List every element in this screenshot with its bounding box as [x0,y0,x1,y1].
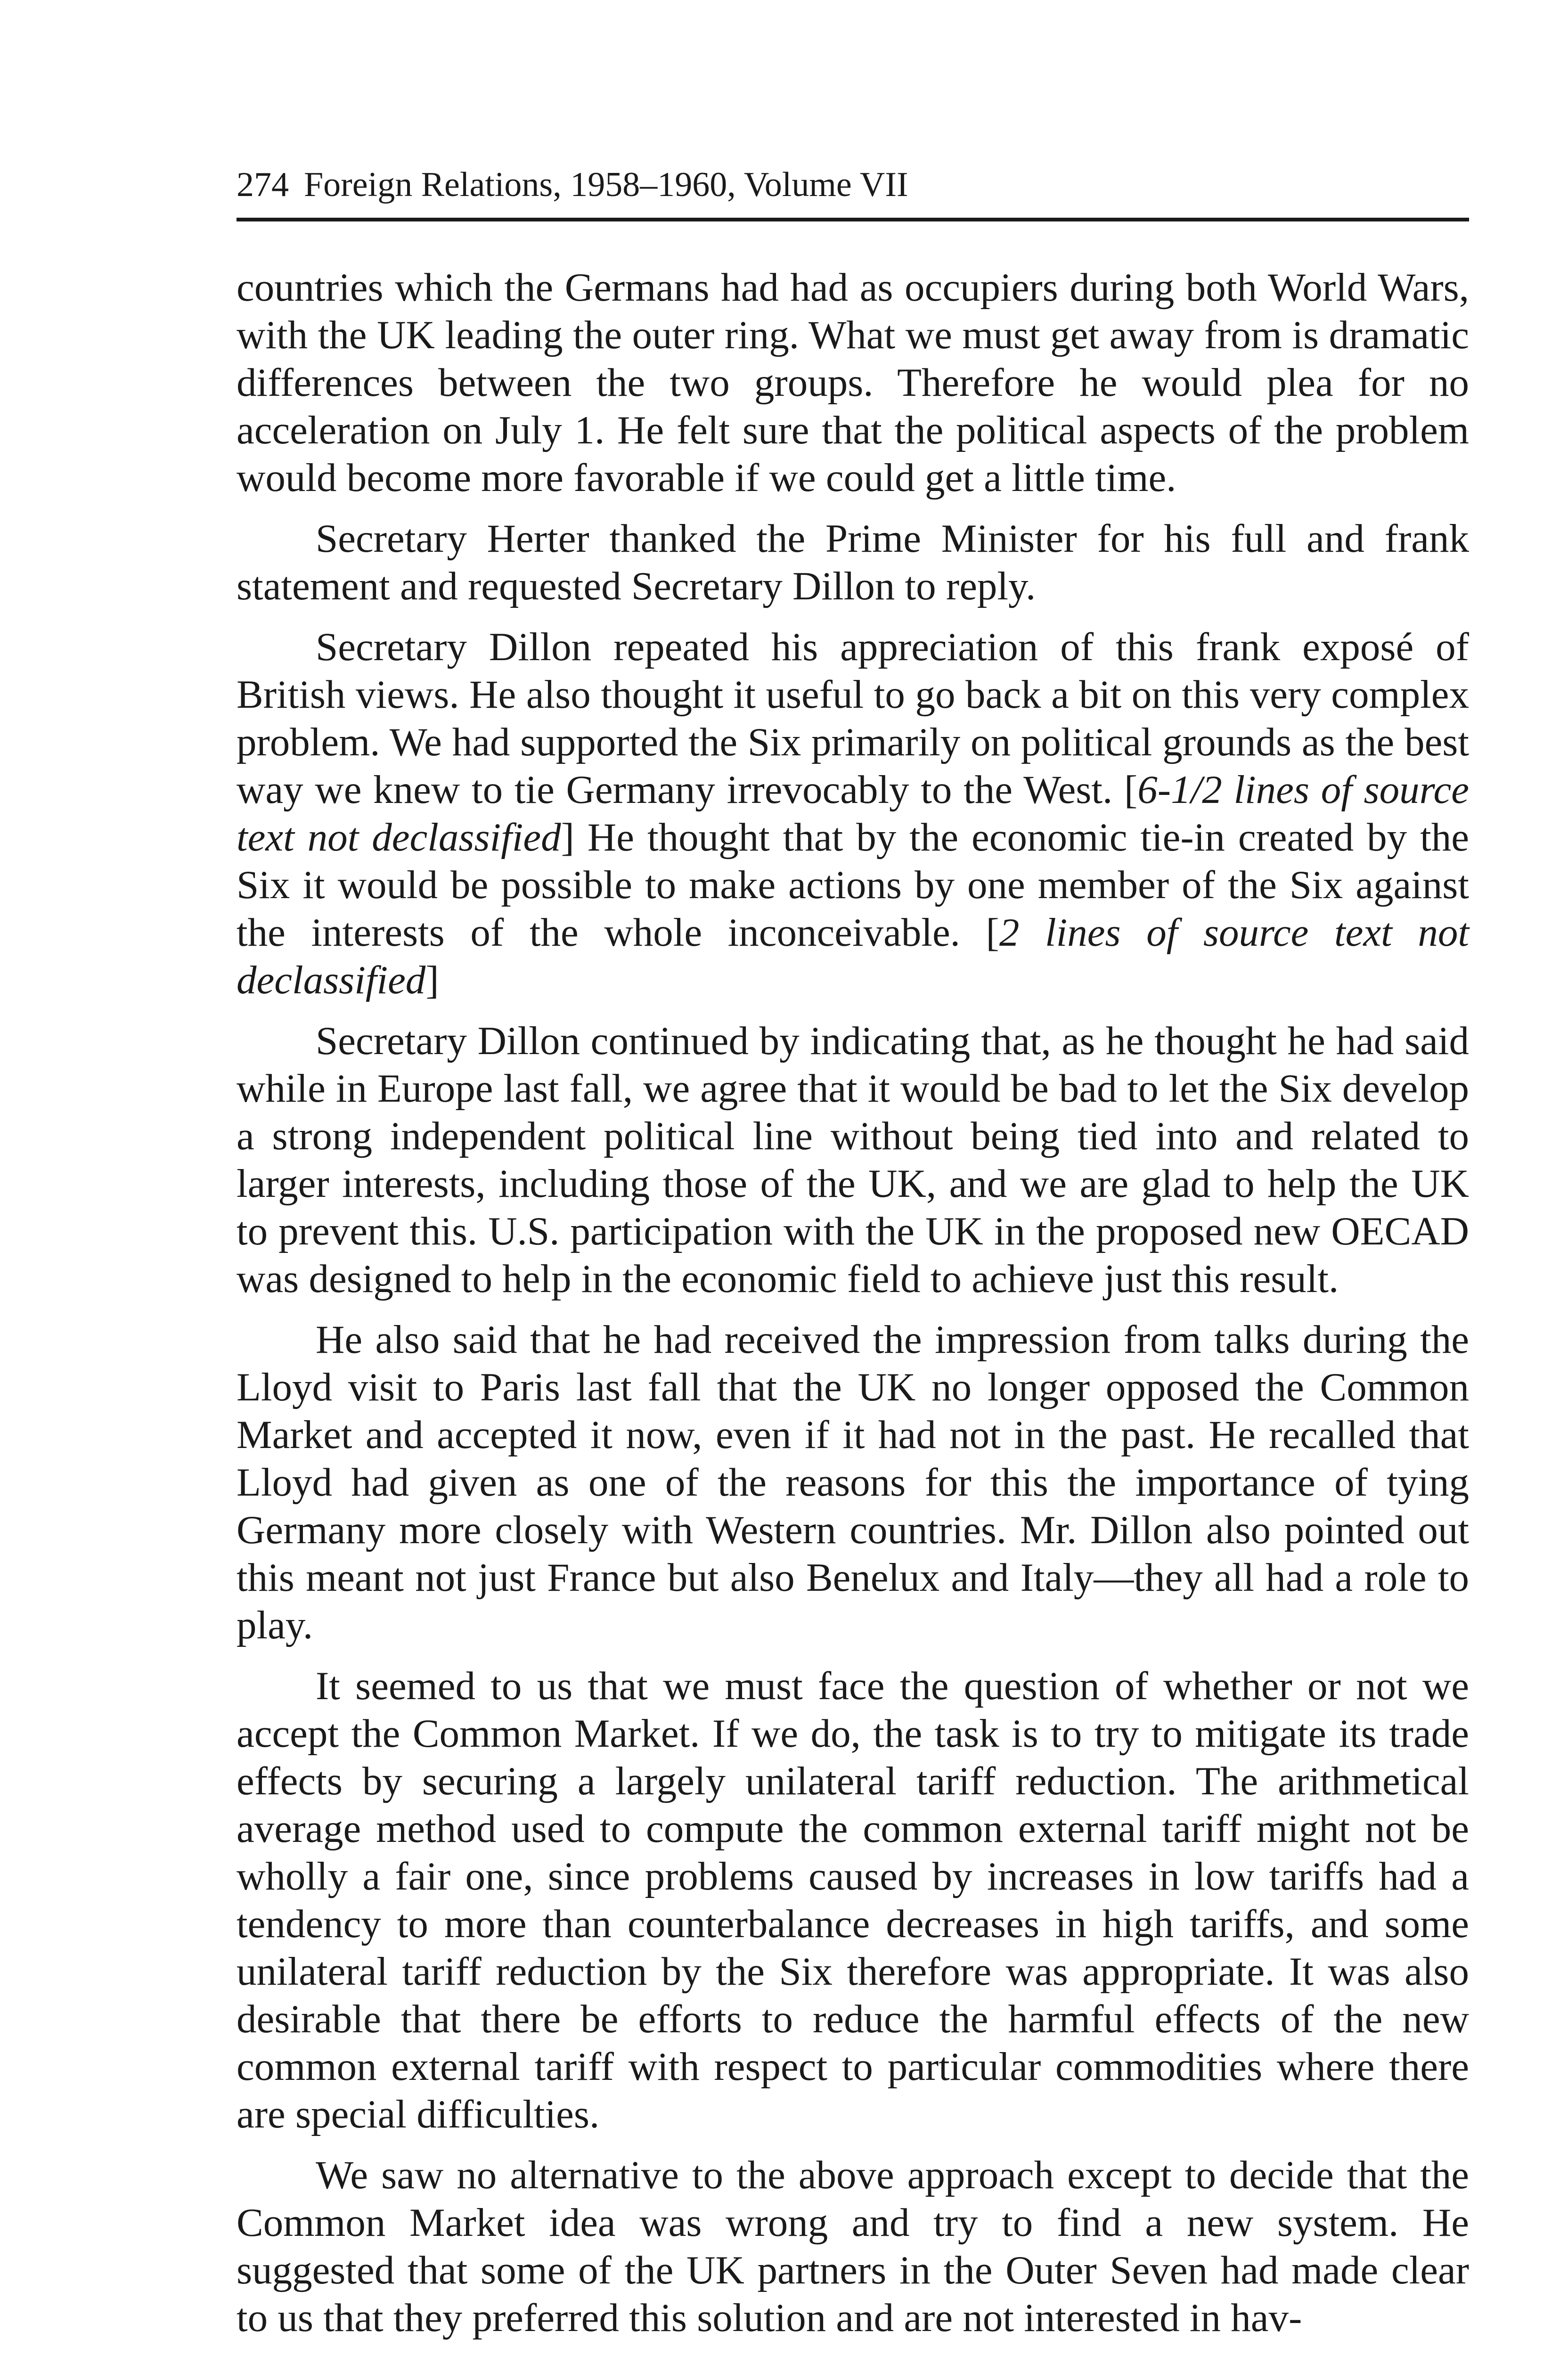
page-number: 274 [237,165,289,204]
body-text [237,264,1469,2342]
paragraph: He also said that he had received the impression from talks during the Lloyd visit to Paris last fall that the UK no longer opposed the Common Market and accepted it now, even if it had not in the past. He recalled that Lloyd had given as one of the reasons for this the importance of tying Germany more closely with Western countries. Mr. Dillon also pointed out this meant not just France but also Benelux and Italy—they all had a role to play. [237,1317,1469,1647]
editorial-note: 2 lines of source text not declassified [237,910,1469,1002]
paragraph-text: Secretary Dillon repeated his appreciation of this frank exposé of British views. He also thought it useful to go back a bit on this very complex problem. We had supported the Six primarily on political grounds as the best way we knew to tie Germany irrevocably to the West. [ [237,625,1469,812]
editorial-note: 6-1/2 lines of source text not declassified [237,768,1470,859]
paragraph: We saw no alternative to the above approach except to decide that the Common Market idea was wrong and try to find a new system. He suggested that some of the UK partners in the Outer Seven had made clear to us that they preferred this solution and are not interested in hav- [237,2153,1469,2340]
paragraph-continued: countries which the Germans had had as occupiers during both World Wars, with the UK leading the outer ring. What we must get away from is dramatic differences between the two groups. Therefore he would plea for no acceleration on July 1. He felt sure that the political aspects of the problem would become more favorable if we could get a little time. [237,265,1469,500]
paragraph-text: ] [425,958,439,1002]
paragraph: Secretary Herter thanked the Prime Minister for his full and frank statement and requested Secretary Dillon to reply. [237,516,1469,608]
paragraph: Secretary Dillon continued by indicating that, as he thought he had said while in Europe last fall, we agree that it would be bad to let the Six develop a strong independent political line without being tied into and related to larger interests, including those of the UK, and we are glad to help the UK to prevent this. U.S. participation with the UK in the proposed new OECAD was designed to help in the economic field to achieve just this result. [237,1019,1469,1301]
paragraph-with-notes [237,623,1469,1004]
running-head [237,161,1469,221]
paragraph: It seemed to us that we must face the question of whether or not we accept the Common Market. If we do, the task is to try to mitigate its trade effects by securing a largely unilateral tariff reduction. The arithmetical average method used to compute the common external tariff might not be wholly a fair one, since problems caused by increases in low tariffs had a tendency to more than counterbalance decreases in high tariffs, and some unilateral tariff reduction by the Six therefore was appropriate. It was also desirable that there be efforts to reduce the harmful effects of the new common external tariff with respect to particular commodities where there are special difficulties. [237,1664,1469,2136]
paragraph-text: ] He thought that by the economic tie-in created by the Six it would be possible to make actions by one member of the Six against the interests of the whole inconceivable. [ [237,815,1469,955]
volume-title: Foreign Relations, 1958–1960, Volume VII [304,165,908,204]
